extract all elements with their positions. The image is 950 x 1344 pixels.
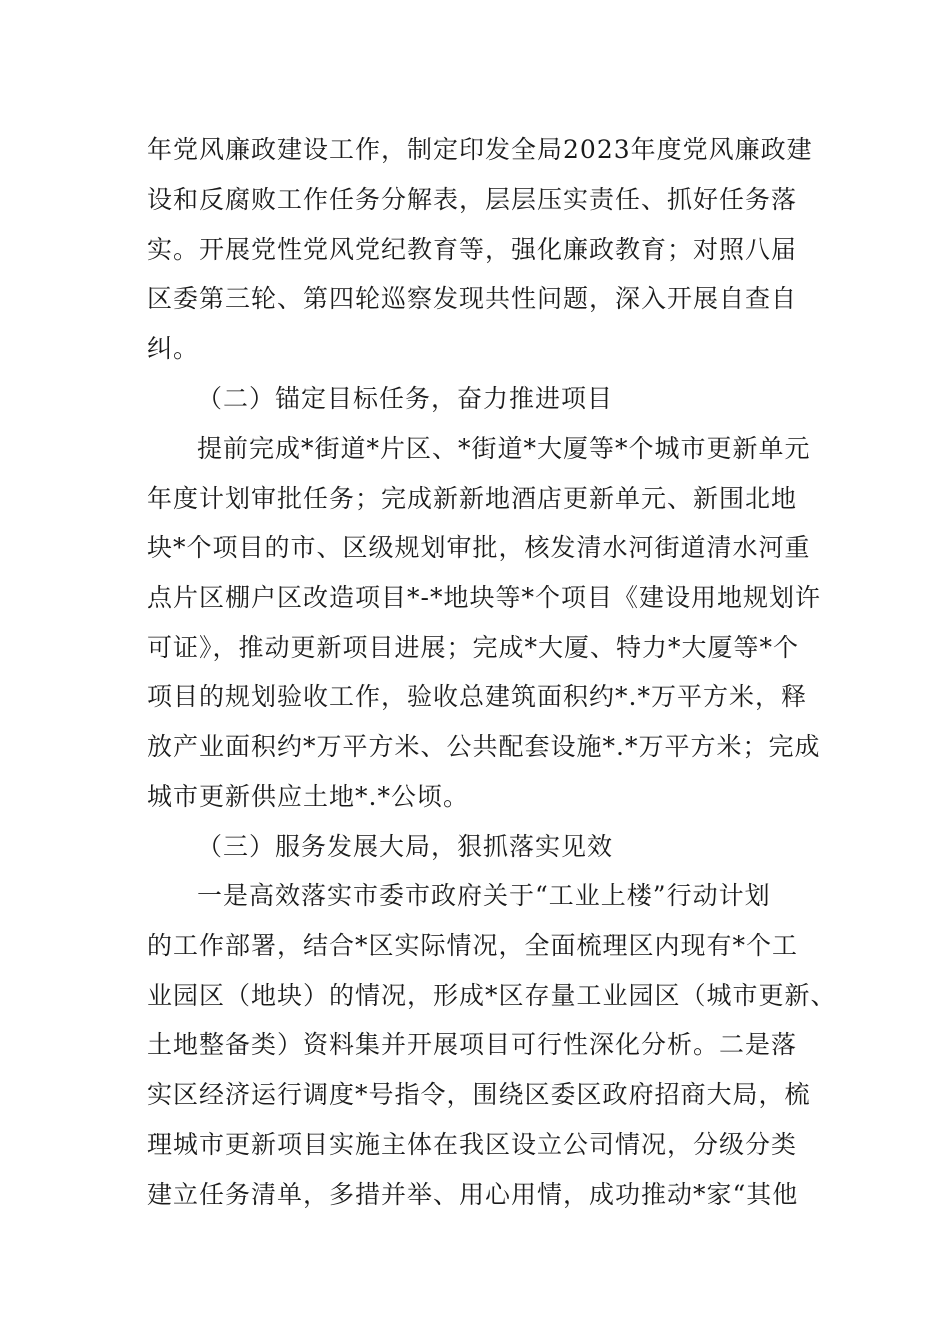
text-line: 城市更新供应土地*.*公顷。 [147, 782, 469, 811]
text-line: 业园区（地块）的情况，形成*区存量工业园区（城市更新、 [147, 981, 837, 1010]
text-line: 块*个项目的市、区级规划审批，核发清水河街道清水河重 [147, 533, 811, 562]
text-line: 设和反腐败工作任务分解表，层层压实责任、抓好任务落 [147, 185, 798, 214]
text-line: 放产业面积约*万平方米、公共配套设施*.*万平方米；完成 [147, 732, 821, 761]
text-line: 点片区棚户区改造项目*-*地块等*个项目《建设用地规划许 [147, 583, 821, 612]
text-line: 纠。 [147, 334, 200, 363]
text-line: 的工作部署，结合*区实际情况，全面梳理区内现有*个工 [147, 931, 799, 960]
text-line: 年度计划审批任务；完成新新地酒店更新单元、新围北地 [147, 484, 798, 513]
section-heading: （二）锚定目标任务，奋力推进项目 [197, 384, 614, 413]
text-line: 实。开展党性党风党纪教育等，强化廉政教育；对照八届 [147, 235, 798, 264]
section-heading: （三）服务发展大局，狠抓落实见效 [197, 832, 614, 861]
text-line: 土地整备类）资料集并开展项目可行性深化分析。二是落 [147, 1030, 798, 1059]
text-line: 区委第三轮、第四轮巡察发现共性问题，深入开展自查自 [147, 284, 798, 313]
text-line: 一是高效落实市委市政府关于“工业上楼”行动计划 [197, 881, 771, 910]
text-line: 项目的规划验收工作，验收总建筑面积约*.*万平方米，释 [147, 682, 807, 711]
text-line: 年党风廉政建设工作，制定印发全局2023年度党风廉政建 [147, 135, 813, 164]
text-line: 建立任务清单，多措并举、用心用情，成功推动*家“其他 [147, 1180, 799, 1209]
text-line: 提前完成*街道*片区、*街道*大厦等*个城市更新单元 [197, 434, 811, 463]
text-line: 实区经济运行调度*号指令，围绕区委区政府招商大局，梳 [147, 1080, 811, 1109]
text-line: 可证》，推动更新项目进展；完成*大厦、特力*大厦等*个 [147, 633, 800, 662]
text-line: 理城市更新项目实施主体在我区设立公司情况，分级分类 [147, 1130, 798, 1159]
